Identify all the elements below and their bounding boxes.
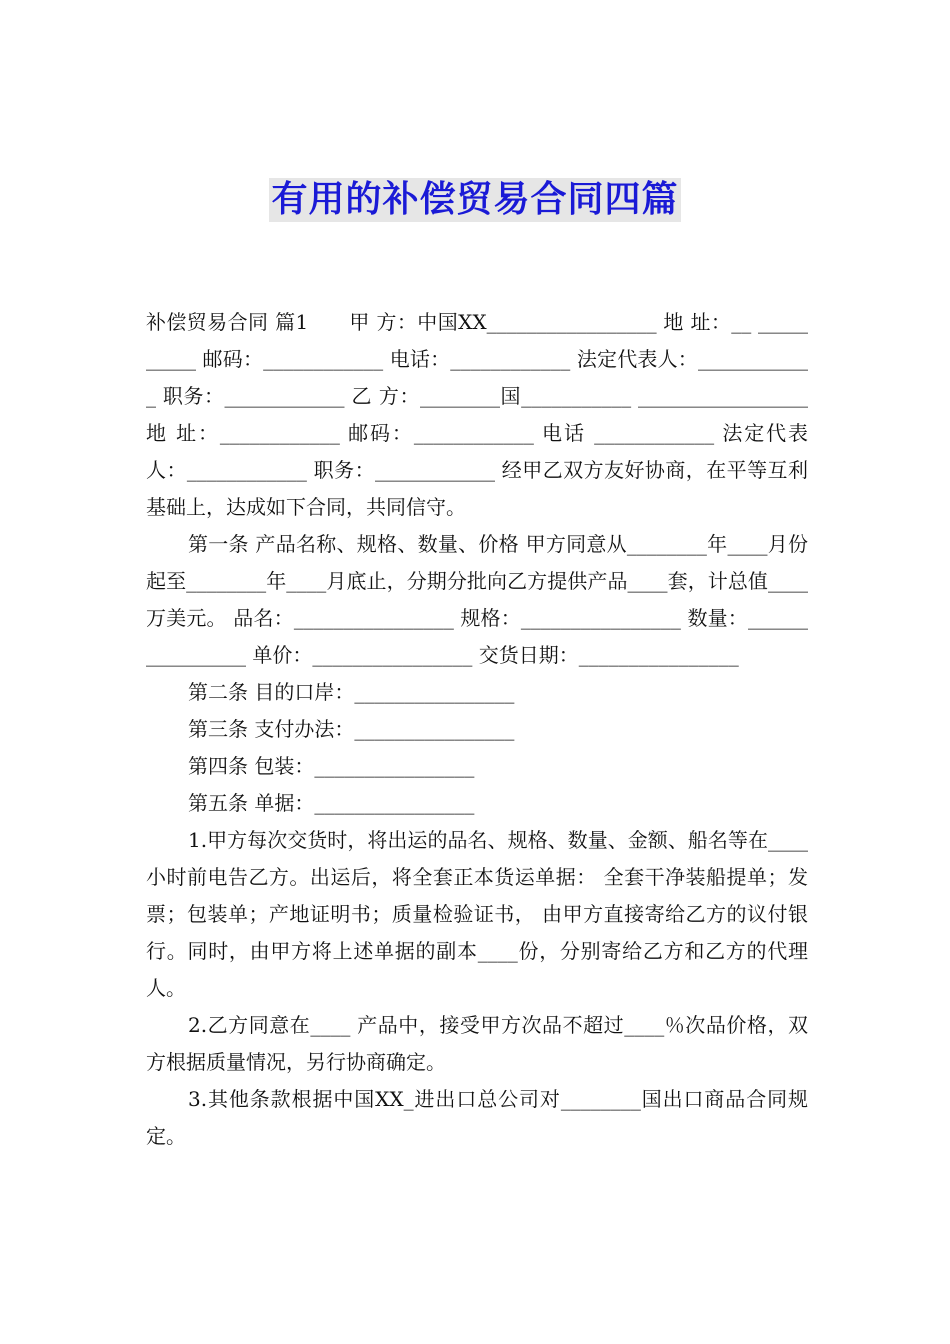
paragraph-article-5: 第五条 单据：________________	[188, 791, 475, 815]
document-title: 有用的补偿贸易合同四篇	[271, 179, 679, 220]
paragraph-article-1: 第一条 产品名称、规格、数量、价格 甲方同意从________年____月份起至________年____月底止，分期分批向乙方提供产品____套，计总值____ 万美元。 品名：________________ 规格：________________ 数量：________________ 单价：________________ 交货日期：________________	[146, 532, 808, 667]
paragraph-article-2: 第二条 目的口岸：________________	[188, 680, 515, 704]
paragraph-clause-3: 3.其他条款根据中国XX_进出口总公司对________国出口商品合同规定。	[146, 1087, 808, 1148]
document-body	[146, 304, 808, 1155]
paragraph-parties: 补偿贸易合同 篇1 甲 方：中国XX_________________ 地 址：__ __________ 邮码：____________ 电话：____________ 法定代表人：____________ 职务：____________ 乙 方：________国___________ _________________ 地 址：____________ 邮码：____________ 电话 ____________ 法定代表人：____________ 职务：____________ 经甲乙双方友好协商，在平等互利基础上，达成如下合同，共同信守。	[146, 310, 808, 519]
paragraph-article-4: 第四条 包装：________________	[188, 754, 475, 778]
paragraph-clause-1: 1.甲方每次交货时，将出运的品名、规格、数量、金额、船名等在____小时前电告乙方。出运后，将全套正本货运单据： 全套干净装船提单；发票；包装单；产地证明书；质量检验证书， 由甲方直接寄给乙方的议付银行。同时，由甲方将上述单据的副本____份，分别寄给乙方和乙方的代理人。	[146, 828, 808, 1000]
paragraph-article-3: 第三条 支付办法：________________	[188, 717, 515, 741]
title-container	[0, 178, 950, 222]
paragraph-clause-2: 2.乙方同意在____ 产品中，接受甲方次品不超过____％次品价格，双方根据质量情况，另行协商确定。	[146, 1013, 808, 1074]
